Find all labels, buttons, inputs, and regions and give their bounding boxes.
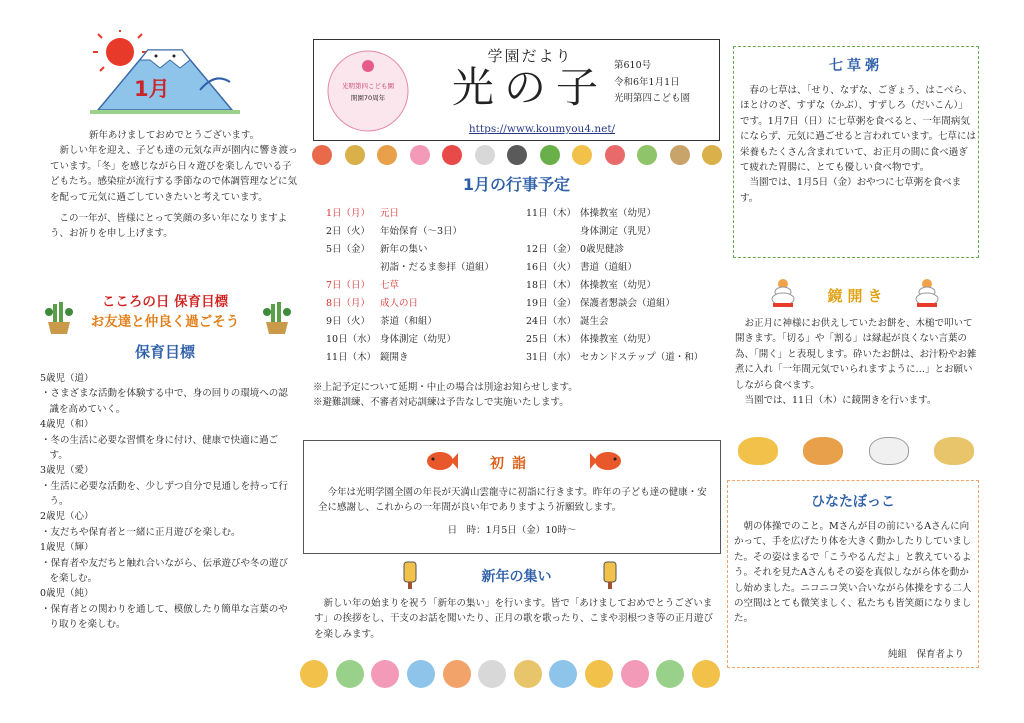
event-name: 0歳児健診 [580,244,625,255]
goal-group [40,509,298,540]
frog-icon [336,660,364,688]
event-date: 31日（水） [526,352,577,363]
kagami-biraki-title: 鏡開き [827,287,888,305]
website-link[interactable]: https://www.koumyou4.net/ [468,123,616,135]
fan-icon [442,145,462,165]
kagami-biraki-body [735,316,980,408]
pig-icon [371,660,399,688]
zouni-icon [572,145,592,165]
goals-list [40,371,298,632]
event-row [326,263,494,273]
elephant-icon [407,660,435,688]
event-name: 誕生会 [580,316,609,327]
kokoro-subtitle: お友達と仲良く過ごそう [90,314,240,330]
nanakusa-section [733,46,979,258]
goal-text: ・保育者との関わりを通して、模倣したり簡単な言葉のやり取りを楽しむ。 [40,603,288,630]
event-date: 9日（火） [326,316,371,327]
event-date: 16日（火） [526,262,577,273]
nanakusa-body [740,83,976,206]
event-row [326,317,437,327]
svg-text:開園70周年: 開園70周年 [350,94,386,102]
pine-icon [540,145,560,165]
greeting-paragraph-1: 新しい年を迎え、子ども達の元気な声が園内に響き渡っています。「冬」を感じながら日々遊びを楽しんでいる子どもたち。感染症が流行する季節なので体調管理などに気を配って元気に過ごしていきたいと考えています。 [50,145,298,203]
newsletter-subtitle: 学園だより [487,47,573,65]
hatsumoude-datetime: 日 時：1月5日（金）10時～ [447,525,577,536]
issue-info [614,58,718,108]
house-icon [670,145,690,165]
event-row [326,245,428,255]
oshiruko-icon [934,437,974,465]
elephant-icon [549,660,577,688]
newsletter-header [313,39,720,141]
event-date: 8日（月） [326,298,371,309]
event-name: 茶道（和組） [380,316,438,327]
event-date: 7日（日） [326,280,371,291]
event-name: 体操教室（幼児） [580,280,657,291]
event-name: 身体測定（乳児） [580,226,657,237]
bear-icon [443,660,471,688]
events-title: 1月の行事予定 [462,175,571,194]
shimekazari-icon [702,145,722,165]
goal-age: 1歳児（輝） [40,542,94,554]
onigiri-icon [507,145,527,165]
goal-group [40,371,298,417]
goal-text: ・友だちや保育者と一緒に正月遊びを楽しむ。 [40,526,241,538]
chick-icon [300,660,328,688]
newyear-gathering-body: 新しい年の始まりを祝う「新年の集い」を行います。皆で「あけましておめでとうございます」の挨拶をし、干支のお話を聞いたり、正月の歌を歌ったり、こまや羽根つき等の正月遊びを楽しみます。 [314,598,714,640]
nanakusa-paragraph-2: 当園では、1月5日（金）おやつに七草粥を食べます。 [740,177,962,204]
event-row [326,209,399,219]
bamboo-icon [637,145,657,165]
event-row [526,335,656,345]
event-date: 25日（木） [526,334,577,345]
event-date: 12日（金） [526,244,577,255]
goal-text: ・保育者や友だちと触れ合いながら、伝承遊びや冬の遊びを楽しむ。 [40,557,288,584]
event-row [526,263,637,273]
event-date: 24日（水） [526,316,577,327]
nanakusa-title: 七草粥 [829,58,883,74]
event-name: 初詣・だるま参拝（道組） [380,262,495,273]
hinata-bokko-title: ひなたぼっこ [811,494,895,510]
greeting-hello: 新年あけましておめでとうございます。 [88,130,260,141]
lion-icon [514,660,542,688]
koma-icon [377,145,397,165]
event-date: 18日（木） [526,280,577,291]
event-note: ※避難訓練、不審者対応訓練は予告なしで実施いたします。 [313,397,569,409]
event-note: ※上記予定について延期・中止の場合は別途お知らせします。 [313,382,578,393]
event-row [326,335,456,345]
event-date: 1日（月） [326,208,371,219]
anniversary-emblem [322,46,414,136]
event-row [526,209,656,219]
event-name: 年始保育（～3日） [380,226,463,237]
month-label: 1月 [134,77,170,101]
goal-age: 4歳児（和） [40,419,94,431]
event-date: 10日（水） [326,334,377,345]
hinata-bokko-section [727,480,979,668]
event-date: 11日（木） [326,352,377,363]
event-row [526,299,675,309]
month-badge [90,30,240,120]
event-name: 鏡開き [380,352,409,363]
tiger-icon [585,660,613,688]
goal-age: 0歳児（純） [40,588,94,600]
event-row [526,227,656,237]
chick-icon [692,660,720,688]
noodle-bowl-icon [803,437,843,465]
goal-age: 3歳児（愛） [40,465,94,477]
nanakusa-paragraph-1: 春の七草は、「せり、なずな、ごぎょう、はこべら、ほとけのざ、すずな（かぶ）、すずしろ（だいこん）」です。1月7日（日）に七草粥を食べると、一年間病気にならず、元気に過ごせると言われています。七草には栄養もたくさん含まれていて、お正月の間に食べ過ぎて疲れた胃腸に、とても優しい食べ物です。 [740,85,976,173]
event-row [326,281,399,291]
event-row [526,353,703,363]
daruma-icon [312,145,332,165]
event-name: 体操教室（幼児） [580,208,657,219]
goal-age: 5歳児（道） [40,373,94,384]
greeting-paragraph-2: この一年が、皆様にとって笑顔の多い年になりますよう、お祈りを申し上げます。 [50,212,288,240]
ema-icon [475,145,495,165]
greeting-section [50,128,298,242]
hinata-bokko-signature: 純組 保育者より [887,649,964,660]
event-name: 身体測定（幼児） [380,334,457,345]
event-row [326,299,418,309]
new-year-icon-strip [312,143,722,167]
kagami-mochi-icon [345,145,365,165]
goal-group [40,586,298,632]
kokoro-title: こころの日 保育目標 [101,294,229,310]
goal-group [40,540,298,586]
event-name: 書道（道組） [580,262,638,273]
issue-date: 令和6年1月1日 [614,76,680,88]
svg-text:光明第四こども園: 光明第四こども園 [342,82,394,90]
plum-flower-icon [410,145,430,165]
mochi-icon [869,437,909,465]
event-date: 5日（金） [326,244,371,255]
kagami-paragraph-2: 当園では、11日（木）に鏡開きを行います。 [744,394,937,406]
event-name: 体操教室（幼児） [580,334,657,345]
event-row [526,281,656,291]
event-row [326,353,409,363]
goal-text: ・冬の生活に必要な習慣を身に付け、健康で快適に過ごす。 [40,434,279,461]
frog-icon [656,660,684,688]
event-name: 七草 [380,280,400,291]
event-notes [313,380,720,411]
event-row [526,245,624,255]
goal-group [40,463,298,509]
goal-age: 2歳児（心） [40,511,94,523]
event-date: 11日（木） [526,208,577,219]
event-name: 元日 [380,208,400,219]
hoiku-title: 保育目標 [134,343,195,361]
event-name: セカンドステップ（道・和） [580,352,704,363]
rabbit-icon [478,660,506,688]
newsletter-title: 光の子 [451,63,608,112]
animal-icon-strip [300,654,720,694]
event-date: 19日（金） [526,298,577,309]
newyear-gathering-title: 新年の集い [481,569,552,585]
goal-text: ・生活に必要な活動を、少しずつ自分で見通しを持って行う。 [40,480,288,507]
event-name: 保護者懇談会（道組） [580,298,676,309]
event-name: 新年の集い [380,244,428,255]
issue-org: 光明第四こども園 [614,93,691,105]
shishimai-icon [605,145,625,165]
hinata-bokko-body: 朝の体操でのこと。Mさんが目の前にいるAさんに向かって、手を広げたり体を大きく動かしたりしていました。その姿はまるで「こうやるんだよ」と教えているよう。それを見たAさんもその姿を真似しながら体を動かし始めました。ニコニコ笑い合いながら体操をする二人の空間はとても微笑ましく、私たちも皆笑顔になりました。 [734,521,972,625]
zouni-icon [738,437,778,465]
event-date: 2日（火） [326,226,371,237]
food-icon-strip [738,433,974,469]
goal-text: ・さまざまな活動を体験する中で、身の回りの環境への認識を高めていく。 [40,388,288,415]
hatsumoude-title: 初詣 [490,456,534,472]
event-row [526,317,609,327]
issue-number: 第610号 [614,60,652,71]
pig-icon [621,660,649,688]
hatsumoude-body: 今年は光明学園全園の年長が天満山雲龍寺に初詣に行きます。昨年の子ども達の健康・安全に感謝し、これからの一年間が良い年でありますよう祈願致します。 [318,487,707,514]
hatsumoude-section [303,440,721,554]
kagami-paragraph-1: お正月に神様にお供えしていたお餅を、木槌で叩いて開きます。「切る」や「割る」は縁起が良くない言葉の為、「開く」と表現します。砕いたお餅は、お汁粉やお雑煮に入れ「一年間元気でいられますように…」とお願いしながら食べます。 [735,318,977,391]
event-name: 成人の日 [380,298,419,309]
goal-group [40,417,298,463]
event-row [326,227,462,237]
